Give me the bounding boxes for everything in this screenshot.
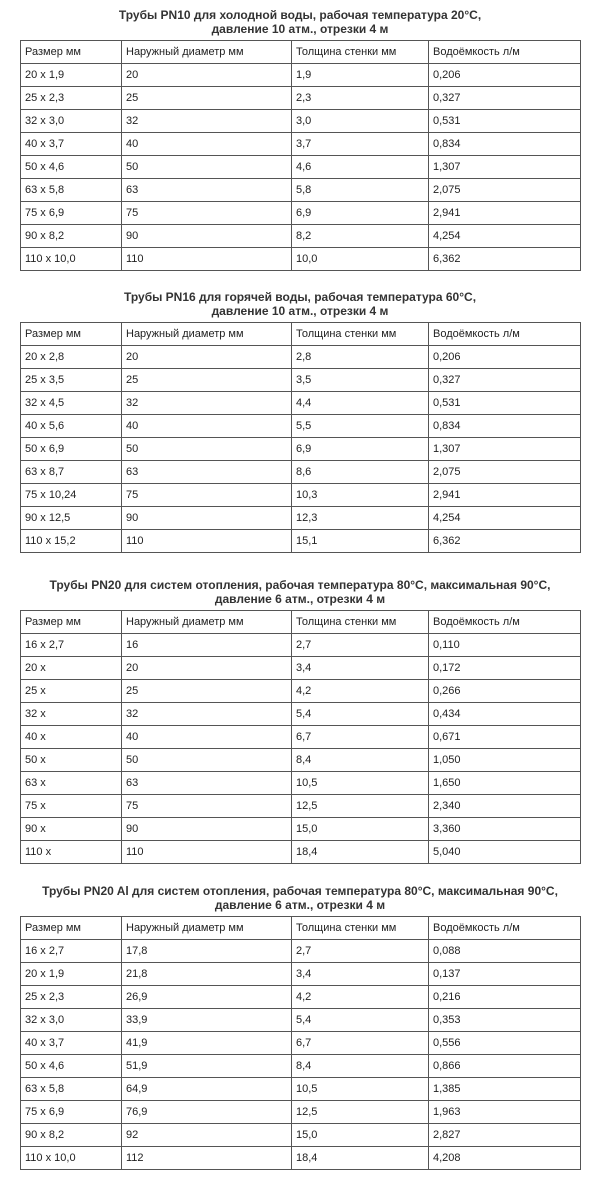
cell-size: 50 x 6,9 [21, 438, 122, 461]
cell-size: 25 x [21, 680, 122, 703]
cell-size: 75 x 10,24 [21, 484, 122, 507]
cell-capacity: 2,340 [429, 795, 581, 818]
cell-size: 75 x 6,9 [21, 202, 122, 225]
header-capacity: Водоёмкость л/м [429, 611, 581, 634]
pn20-title [20, 578, 580, 606]
cell-outer-diameter: 25 [122, 680, 292, 703]
cell-size: 25 x 2,3 [21, 986, 122, 1009]
table-row [21, 657, 581, 680]
cell-wall-thickness: 3,7 [292, 133, 429, 156]
cell-capacity: 4,254 [429, 225, 581, 248]
cell-wall-thickness: 5,8 [292, 179, 429, 202]
cell-outer-diameter: 20 [122, 64, 292, 87]
pn10-title-line2: давление 10 атм., отрезки 4 м [211, 22, 389, 36]
cell-outer-diameter: 32 [122, 703, 292, 726]
cell-capacity: 0,137 [429, 963, 581, 986]
pn20-al-section [20, 884, 580, 1170]
table-row [21, 795, 581, 818]
cell-size: 50 x 4,6 [21, 1055, 122, 1078]
cell-outer-diameter: 90 [122, 818, 292, 841]
pn16-title-line1: Трубы PN16 для горячей воды, рабочая температура 60°C, [123, 290, 477, 304]
cell-outer-diameter: 16 [122, 634, 292, 657]
cell-outer-diameter: 40 [122, 133, 292, 156]
cell-outer-diameter: 40 [122, 726, 292, 749]
table-row [21, 1055, 581, 1078]
cell-wall-thickness: 5,4 [292, 703, 429, 726]
cell-outer-diameter: 110 [122, 530, 292, 553]
cell-outer-diameter: 75 [122, 484, 292, 507]
cell-size: 50 x 4,6 [21, 156, 122, 179]
cell-wall-thickness: 3,5 [292, 369, 429, 392]
cell-wall-thickness: 10,0 [292, 248, 429, 271]
table-row [21, 133, 581, 156]
cell-size: 16 x 2,7 [21, 634, 122, 657]
cell-wall-thickness: 3,4 [292, 963, 429, 986]
cell-outer-diameter: 40 [122, 415, 292, 438]
cell-size: 40 x 5,6 [21, 415, 122, 438]
cell-outer-diameter: 20 [122, 346, 292, 369]
cell-capacity: 2,827 [429, 1124, 581, 1147]
cell-size: 63 x 5,8 [21, 1078, 122, 1101]
pn16-title-line2: давление 10 атм., отрезки 4 м [211, 304, 389, 318]
header-wall-thickness: Толщина стенки мм [292, 611, 429, 634]
cell-capacity: 4,208 [429, 1147, 581, 1170]
cell-size: 16 x 2,7 [21, 940, 122, 963]
cell-wall-thickness: 2,7 [292, 634, 429, 657]
cell-capacity: 0,110 [429, 634, 581, 657]
cell-wall-thickness: 4,2 [292, 986, 429, 1009]
table-row [21, 1032, 581, 1055]
cell-capacity: 1,385 [429, 1078, 581, 1101]
cell-wall-thickness: 4,6 [292, 156, 429, 179]
cell-capacity: 6,362 [429, 530, 581, 553]
cell-outer-diameter: 25 [122, 87, 292, 110]
table-row [21, 248, 581, 271]
cell-wall-thickness: 5,5 [292, 415, 429, 438]
cell-capacity: 0,216 [429, 986, 581, 1009]
cell-capacity: 0,266 [429, 680, 581, 703]
cell-capacity: 0,353 [429, 1009, 581, 1032]
cell-size: 40 x [21, 726, 122, 749]
cell-capacity: 3,360 [429, 818, 581, 841]
table-row [21, 1101, 581, 1124]
table-row [21, 415, 581, 438]
cell-outer-diameter: 75 [122, 202, 292, 225]
table-row [21, 680, 581, 703]
header-capacity: Водоёмкость л/м [429, 323, 581, 346]
cell-size: 90 x 8,2 [21, 1124, 122, 1147]
table-row [21, 1078, 581, 1101]
header-capacity: Водоёмкость л/м [429, 41, 581, 64]
header-size: Размер мм [21, 917, 122, 940]
table-row [21, 438, 581, 461]
cell-outer-diameter: 51,9 [122, 1055, 292, 1078]
header-outer-diameter: Наружный диаметр мм [122, 611, 292, 634]
table-row [21, 202, 581, 225]
pn20-al-title-line1: Трубы PN20 Al для систем отопления, рабочая температура 80°C, максимальная 90°C, [42, 884, 558, 898]
cell-size: 90 x 8,2 [21, 225, 122, 248]
table-header-row [21, 917, 581, 940]
cell-size: 32 x 3,0 [21, 110, 122, 133]
pn20-section [20, 578, 580, 864]
cell-wall-thickness: 10,5 [292, 1078, 429, 1101]
cell-outer-diameter: 41,9 [122, 1032, 292, 1055]
cell-size: 63 x [21, 772, 122, 795]
table-row [21, 369, 581, 392]
cell-capacity: 0,866 [429, 1055, 581, 1078]
header-wall-thickness: Толщина стенки мм [292, 323, 429, 346]
cell-wall-thickness: 15,0 [292, 818, 429, 841]
cell-outer-diameter: 50 [122, 438, 292, 461]
table-row [21, 703, 581, 726]
cell-capacity: 0,834 [429, 415, 581, 438]
cell-capacity: 5,040 [429, 841, 581, 864]
pn16-table [20, 322, 581, 553]
header-size: Размер мм [21, 611, 122, 634]
cell-size: 90 x [21, 818, 122, 841]
cell-capacity: 1,050 [429, 749, 581, 772]
cell-size: 110 x 10,0 [21, 1147, 122, 1170]
header-wall-thickness: Толщина стенки мм [292, 41, 429, 64]
cell-size: 40 x 3,7 [21, 133, 122, 156]
pn20-table [20, 610, 581, 864]
cell-size: 25 x 3,5 [21, 369, 122, 392]
pn20-title-line2: давление 6 атм., отрезки 4 м [214, 592, 386, 606]
cell-outer-diameter: 63 [122, 772, 292, 795]
cell-outer-diameter: 75 [122, 795, 292, 818]
cell-outer-diameter: 63 [122, 461, 292, 484]
cell-wall-thickness: 15,0 [292, 1124, 429, 1147]
cell-wall-thickness: 6,9 [292, 202, 429, 225]
cell-wall-thickness: 8,4 [292, 749, 429, 772]
table-row [21, 156, 581, 179]
pn20-al-title-line2: давление 6 атм., отрезки 4 м [214, 898, 386, 912]
cell-wall-thickness: 10,3 [292, 484, 429, 507]
table-row [21, 461, 581, 484]
cell-outer-diameter: 112 [122, 1147, 292, 1170]
table-row [21, 1124, 581, 1147]
pn20-al-table [20, 916, 581, 1170]
cell-wall-thickness: 5,4 [292, 1009, 429, 1032]
cell-wall-thickness: 3,0 [292, 110, 429, 133]
cell-capacity: 0,172 [429, 657, 581, 680]
cell-wall-thickness: 6,7 [292, 726, 429, 749]
cell-wall-thickness: 3,4 [292, 657, 429, 680]
pn10-section [20, 8, 580, 271]
cell-outer-diameter: 25 [122, 369, 292, 392]
cell-outer-diameter: 63 [122, 179, 292, 202]
cell-wall-thickness: 8,4 [292, 1055, 429, 1078]
header-size: Размер мм [21, 323, 122, 346]
cell-size: 20 x 1,9 [21, 64, 122, 87]
table-header-row [21, 611, 581, 634]
cell-size: 110 x [21, 841, 122, 864]
cell-wall-thickness: 18,4 [292, 1147, 429, 1170]
cell-outer-diameter: 110 [122, 248, 292, 271]
cell-capacity: 4,254 [429, 507, 581, 530]
cell-wall-thickness: 2,8 [292, 346, 429, 369]
cell-capacity: 2,075 [429, 461, 581, 484]
cell-wall-thickness: 8,2 [292, 225, 429, 248]
cell-wall-thickness: 1,9 [292, 64, 429, 87]
cell-size: 25 x 2,3 [21, 87, 122, 110]
cell-outer-diameter: 21,8 [122, 963, 292, 986]
cell-capacity: 0,671 [429, 726, 581, 749]
table-row [21, 940, 581, 963]
table-row [21, 818, 581, 841]
table-row [21, 986, 581, 1009]
cell-size: 32 x 3,0 [21, 1009, 122, 1032]
cell-size: 63 x 8,7 [21, 461, 122, 484]
table-row [21, 110, 581, 133]
cell-wall-thickness: 12,5 [292, 1101, 429, 1124]
header-capacity: Водоёмкость л/м [429, 917, 581, 940]
pn10-table [20, 40, 581, 271]
cell-wall-thickness: 2,7 [292, 940, 429, 963]
header-outer-diameter: Наружный диаметр мм [122, 917, 292, 940]
cell-capacity: 0,206 [429, 346, 581, 369]
cell-outer-diameter: 92 [122, 1124, 292, 1147]
cell-outer-diameter: 50 [122, 749, 292, 772]
pn20-al-title [20, 884, 580, 912]
cell-outer-diameter: 64,9 [122, 1078, 292, 1101]
cell-outer-diameter: 17,8 [122, 940, 292, 963]
cell-wall-thickness: 12,5 [292, 795, 429, 818]
cell-capacity: 1,650 [429, 772, 581, 795]
cell-capacity: 0,327 [429, 87, 581, 110]
table-header-row [21, 323, 581, 346]
cell-size: 90 x 12,5 [21, 507, 122, 530]
cell-size: 32 x [21, 703, 122, 726]
table-row [21, 530, 581, 553]
cell-wall-thickness: 4,4 [292, 392, 429, 415]
table-row [21, 225, 581, 248]
cell-size: 63 x 5,8 [21, 179, 122, 202]
cell-wall-thickness: 6,7 [292, 1032, 429, 1055]
cell-capacity: 0,206 [429, 64, 581, 87]
table-row [21, 392, 581, 415]
cell-wall-thickness: 18,4 [292, 841, 429, 864]
cell-wall-thickness: 6,9 [292, 438, 429, 461]
cell-outer-diameter: 32 [122, 110, 292, 133]
cell-capacity: 1,307 [429, 438, 581, 461]
cell-outer-diameter: 76,9 [122, 1101, 292, 1124]
table-row [21, 346, 581, 369]
pn20-title-line1: Трубы PN20 для систем отопления, рабочая температура 80°C, максимальная 90°C, [49, 578, 551, 592]
cell-capacity: 0,088 [429, 940, 581, 963]
pn10-title-line1: Трубы PN10 для холодной воды, рабочая температура 20°C, [118, 8, 482, 22]
table-row [21, 841, 581, 864]
cell-outer-diameter: 33,9 [122, 1009, 292, 1032]
cell-size: 75 x [21, 795, 122, 818]
table-header-row [21, 41, 581, 64]
cell-capacity: 2,075 [429, 179, 581, 202]
cell-outer-diameter: 32 [122, 392, 292, 415]
pn16-section [20, 290, 580, 553]
cell-wall-thickness: 12,3 [292, 507, 429, 530]
table-row [21, 963, 581, 986]
pn10-title [20, 8, 580, 36]
cell-capacity: 0,556 [429, 1032, 581, 1055]
cell-capacity: 0,434 [429, 703, 581, 726]
cell-wall-thickness: 4,2 [292, 680, 429, 703]
cell-capacity: 2,941 [429, 202, 581, 225]
cell-capacity: 0,327 [429, 369, 581, 392]
cell-capacity: 1,963 [429, 1101, 581, 1124]
cell-size: 32 x 4,5 [21, 392, 122, 415]
cell-size: 110 x 10,0 [21, 248, 122, 271]
table-row [21, 1147, 581, 1170]
cell-outer-diameter: 26,9 [122, 986, 292, 1009]
cell-capacity: 0,531 [429, 392, 581, 415]
cell-wall-thickness: 10,5 [292, 772, 429, 795]
pn16-title [20, 290, 580, 318]
header-outer-diameter: Наружный диаметр мм [122, 323, 292, 346]
cell-capacity: 0,531 [429, 110, 581, 133]
cell-outer-diameter: 20 [122, 657, 292, 680]
cell-size: 20 x [21, 657, 122, 680]
table-row [21, 749, 581, 772]
table-row [21, 772, 581, 795]
cell-size: 20 x 1,9 [21, 963, 122, 986]
cell-capacity: 1,307 [429, 156, 581, 179]
cell-size: 40 x 3,7 [21, 1032, 122, 1055]
cell-wall-thickness: 15,1 [292, 530, 429, 553]
table-row [21, 87, 581, 110]
cell-capacity: 0,834 [429, 133, 581, 156]
header-wall-thickness: Толщина стенки мм [292, 917, 429, 940]
header-size: Размер мм [21, 41, 122, 64]
cell-wall-thickness: 2,3 [292, 87, 429, 110]
cell-size: 75 x 6,9 [21, 1101, 122, 1124]
cell-outer-diameter: 90 [122, 225, 292, 248]
table-row [21, 64, 581, 87]
cell-wall-thickness: 8,6 [292, 461, 429, 484]
table-row [21, 179, 581, 202]
cell-size: 110 x 15,2 [21, 530, 122, 553]
cell-size: 50 x [21, 749, 122, 772]
table-row [21, 634, 581, 657]
cell-outer-diameter: 110 [122, 841, 292, 864]
cell-capacity: 2,941 [429, 484, 581, 507]
table-row [21, 1009, 581, 1032]
cell-outer-diameter: 90 [122, 507, 292, 530]
cell-size: 20 x 2,8 [21, 346, 122, 369]
table-row [21, 507, 581, 530]
table-row [21, 726, 581, 749]
cell-outer-diameter: 50 [122, 156, 292, 179]
cell-capacity: 6,362 [429, 248, 581, 271]
table-row [21, 484, 581, 507]
header-outer-diameter: Наружный диаметр мм [122, 41, 292, 64]
